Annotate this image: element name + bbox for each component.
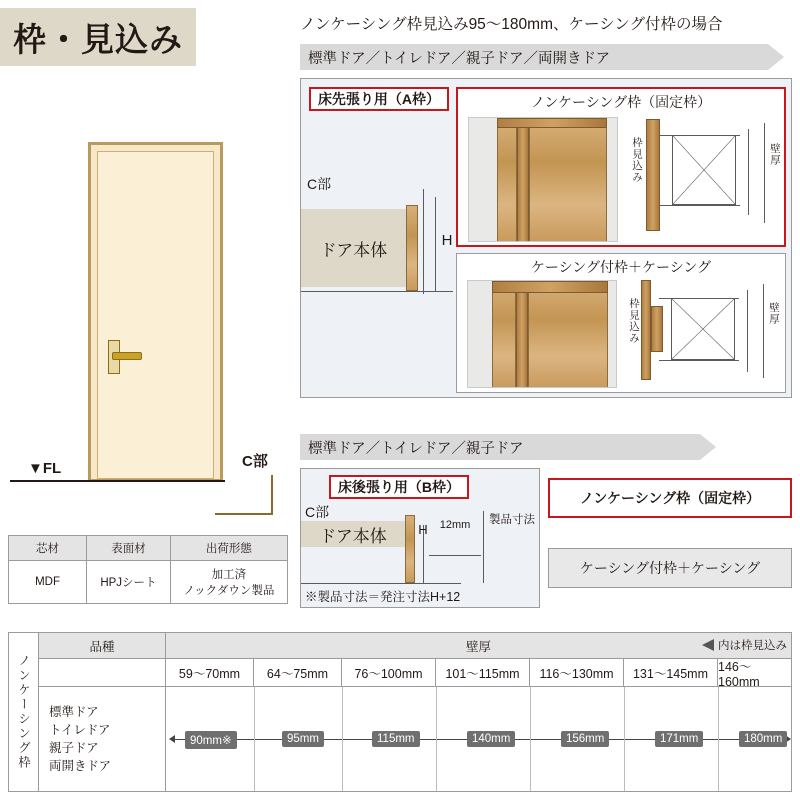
side-label-text: ノンケーシング枠 bbox=[16, 654, 31, 770]
wall-depth-label-1: 枠見込み bbox=[631, 137, 643, 183]
noncasing-frame-label-text: ノンケーシング枠（固定枠） bbox=[530, 94, 712, 110]
h-dim-label-1-text: H bbox=[441, 231, 453, 249]
banner-door-types-1 bbox=[300, 44, 768, 70]
dim-12mm-text: 12mm bbox=[439, 519, 471, 531]
shipping-line-1: 加工済 bbox=[211, 569, 247, 581]
noncasing-frame-option-text: ノンケーシング枠（固定枠） bbox=[579, 490, 761, 506]
section-drawing-2 bbox=[627, 276, 779, 388]
material-table bbox=[8, 535, 288, 604]
header-hinshu: 品種 bbox=[39, 633, 166, 658]
col-sep-4 bbox=[530, 687, 531, 791]
col-sep-1 bbox=[254, 687, 255, 791]
subheader-thickness-6: 131〜145mm bbox=[624, 659, 718, 686]
wall-thickness-label-1: 壁厚 bbox=[769, 143, 781, 166]
c-section-label-2-text: C部 bbox=[305, 504, 330, 520]
a-frame-label-text: 床先張り用（A枠） bbox=[317, 91, 441, 107]
col-sep-5 bbox=[624, 687, 625, 791]
floor-line bbox=[10, 480, 225, 482]
door-leaf bbox=[97, 151, 214, 479]
detail-floor-line-2 bbox=[301, 583, 461, 584]
material-table-header-row bbox=[9, 536, 288, 561]
h-dim-label-2 bbox=[413, 521, 433, 537]
door-photo-1 bbox=[468, 117, 618, 242]
value-chip-1: 90mm※ bbox=[185, 731, 237, 749]
door-type-line-3: 親子ドア bbox=[49, 741, 99, 755]
fl-label: ▼FL bbox=[28, 460, 62, 477]
banner-door-types-2 bbox=[300, 434, 700, 460]
banner-door-types-2-label: 標準ドア／トイレドア／親子ドア bbox=[308, 440, 524, 457]
banner-arrow-tip-2 bbox=[700, 434, 716, 460]
wall-thickness-body-row bbox=[39, 687, 791, 791]
shipping-line-2: ノックダウン製品 bbox=[183, 585, 275, 597]
value-chip-3: 115mm bbox=[372, 731, 420, 747]
subheader-thickness-1: 59〜70mm bbox=[166, 659, 254, 686]
casing-frame-label-text: ケーシング付枠＋ケーシング bbox=[530, 259, 712, 275]
casing-frame-box bbox=[456, 253, 786, 393]
subheader-thickness-3: 76〜100mm bbox=[342, 659, 436, 686]
frame-section-1 bbox=[406, 205, 418, 291]
door-body-band-1 bbox=[301, 209, 406, 287]
noncasing-frame-label bbox=[458, 91, 784, 113]
noncasing-frame-box bbox=[456, 87, 786, 247]
door-body-label-2: ドア本体 bbox=[319, 526, 387, 546]
noncasing-frame-option bbox=[548, 478, 792, 518]
c-section-label-1 bbox=[307, 175, 351, 193]
c-section-label-2 bbox=[305, 503, 349, 521]
value-chip-6: 171mm bbox=[655, 731, 703, 747]
door-type-line-4: 両開きドア bbox=[49, 759, 112, 774]
detail-guide-line-1 bbox=[423, 189, 424, 294]
subheader-blank bbox=[39, 659, 166, 686]
material-header-surface: 表面材 bbox=[87, 536, 171, 561]
header-kabeatsu: 壁厚 bbox=[465, 639, 491, 654]
material-cell-core: MDF bbox=[9, 561, 87, 604]
subheader-thickness-4: 101〜115mm bbox=[436, 659, 530, 686]
c-section-callout-label: C部 bbox=[242, 453, 268, 470]
section-drawing-1 bbox=[628, 113, 780, 241]
col-sep-3 bbox=[436, 687, 437, 791]
arrow-left-icon bbox=[702, 639, 714, 651]
product-size-note bbox=[305, 587, 460, 605]
door-type-line-1: 標準ドア bbox=[49, 704, 99, 719]
material-header-core: 芯材 bbox=[9, 536, 87, 561]
casing-frame-option-text: ケーシング付枠＋ケーシング bbox=[579, 560, 761, 576]
col-sep-2 bbox=[342, 687, 343, 791]
page-title: 枠・見込み bbox=[13, 20, 183, 58]
wall-depth-label-2: 枠見込み bbox=[628, 298, 640, 344]
h-dim-label-1 bbox=[437, 231, 457, 249]
subheader-thickness-2: 64〜75mm bbox=[254, 659, 342, 686]
door-type-line-2: トイレドア bbox=[49, 722, 111, 737]
page-title-badge bbox=[0, 8, 196, 66]
wall-thickness-table-head bbox=[39, 633, 791, 659]
wall-depth-note-text: 内は枠見込み bbox=[718, 640, 787, 652]
door-illustration bbox=[10, 120, 290, 510]
wall-depth-note bbox=[702, 637, 787, 653]
material-cell-shipping bbox=[170, 561, 287, 604]
value-chip-2: 95mm bbox=[282, 731, 324, 747]
value-chip-5: 156mm bbox=[561, 731, 609, 747]
12mm-dim-line bbox=[429, 555, 481, 556]
material-cell-surface: HPJシート bbox=[87, 561, 171, 604]
subheader-thickness-7: 146〜160mm bbox=[718, 659, 760, 689]
door-body-band-2 bbox=[301, 521, 405, 547]
casing-frame-label bbox=[457, 256, 785, 278]
product-size-note-text: ※製品寸法＝発注寸法H+12 bbox=[305, 590, 461, 604]
subheader-thickness-5: 116〜130mm bbox=[530, 659, 624, 686]
detail-floor-line-1 bbox=[301, 291, 453, 292]
door-handle-icon bbox=[112, 352, 142, 360]
material-header-shipping: 出荷形態 bbox=[170, 536, 287, 561]
wall-thickness-table bbox=[8, 632, 792, 792]
table-row bbox=[9, 561, 288, 604]
door-type-name-cell bbox=[39, 687, 166, 791]
panel-b-frame bbox=[300, 468, 540, 608]
product-size-label bbox=[489, 513, 535, 528]
door-body-label-1: ドア本体 bbox=[319, 240, 388, 260]
h-dim-label-2-text: H bbox=[418, 521, 428, 537]
banner-arrow-tip bbox=[768, 44, 784, 70]
detail-dim-line-1 bbox=[435, 197, 436, 291]
col-sep-6 bbox=[718, 687, 719, 791]
a-frame-label bbox=[309, 87, 449, 111]
value-chip-4: 140mm bbox=[467, 731, 515, 747]
value-chip-7: 180mm bbox=[739, 731, 787, 747]
c-section-callout bbox=[215, 475, 273, 515]
wall-thickness-label-2: 壁厚 bbox=[768, 302, 780, 325]
casing-frame-option bbox=[548, 548, 792, 588]
product-size-dim-line bbox=[483, 511, 484, 583]
product-size-text: 製品寸法 bbox=[489, 514, 535, 526]
panel-a-frame bbox=[300, 78, 792, 398]
b-frame-label-text: 床後張り用（B枠） bbox=[337, 479, 461, 495]
top-heading: ノンケーシング枠見込み95〜180mm、ケーシング付枠の場合 bbox=[300, 16, 723, 33]
dimension-tick-left bbox=[169, 735, 175, 743]
wall-thickness-table-side-label bbox=[9, 633, 39, 791]
door-photo-2 bbox=[467, 280, 617, 388]
b-frame-label bbox=[329, 475, 469, 499]
wall-thickness-subheader-row bbox=[39, 659, 791, 687]
c-section-label-1-text: C部 bbox=[307, 176, 332, 192]
dim-12mm-label bbox=[431, 517, 479, 533]
door-frame-outline bbox=[88, 142, 223, 482]
banner-door-types-1-label: 標準ドア／トイレドア／親子ドア／両開きドア bbox=[308, 50, 611, 67]
